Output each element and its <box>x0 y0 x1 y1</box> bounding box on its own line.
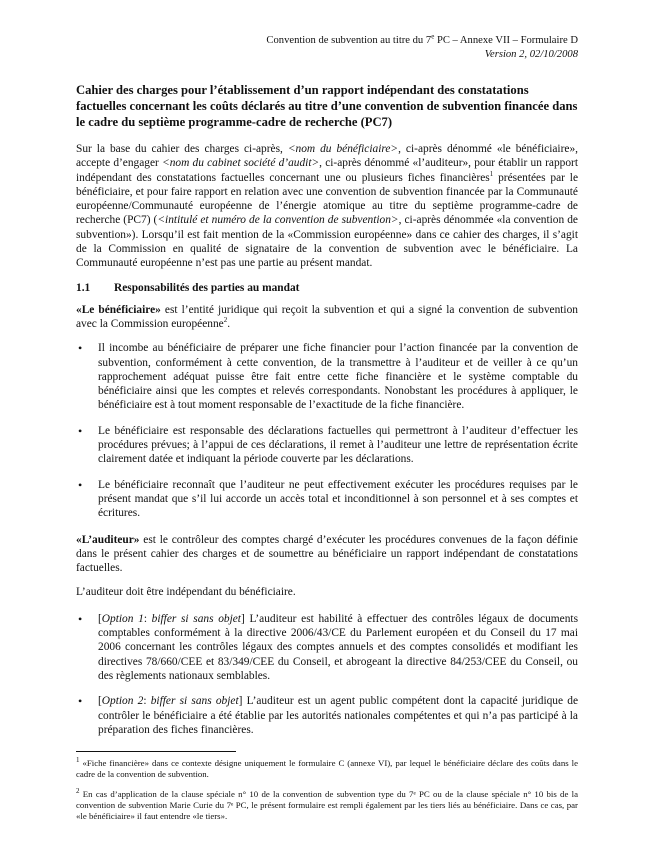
bullet-icon: • <box>78 423 83 438</box>
option-note: biffer si sans objet <box>150 695 239 708</box>
beneficiary-responsibilities-list <box>76 341 578 520</box>
section-number: 1.1 <box>76 281 91 294</box>
option-bracket: ] <box>238 695 243 708</box>
list-item <box>76 424 578 467</box>
intro-text: présentées par le bénéficiaire, et pour faire rapport en relation avec une convention de subvention financée par la Communauté européenne/Communauté européenne de l’énergie atomique au titre du septième programme-cadre de recherche (PC7) ( <box>76 171 578 227</box>
option-bracket: ] <box>240 612 245 625</box>
intro-text: , ci-après dénommé «le bénéficiaire», accepte d’engager <box>76 143 578 170</box>
auditor-options-list <box>76 612 578 737</box>
header-text: Convention de subvention au titre du 7 <box>266 35 432 46</box>
option-sep: : <box>143 612 152 625</box>
definition-text: est le contrôleur des comptes chargé d’exécuter les procédures convenues de la façon définie dans le présent cahier des charges et de soumettre au bénéficiaire un rapport indépendant de constatations factuelles. <box>76 533 578 575</box>
option-sep: : <box>143 695 151 708</box>
option-item <box>76 694 578 737</box>
definition-text: est l’entité juridique qui reçoit la subvention et qui a signé la convention de subvention avec la Commission européenne <box>76 303 578 330</box>
term-beneficiary: «Le bénéficiaire» <box>76 303 161 316</box>
footnote-text: En cas d’application de la clause spéciale n° 10 de la convention de subvention type du 7ᵉ PC ou de la clause spéciale n° 10 bis de la convention de subvention Marie Curie du 7ᵉ PC, le présent formulaire est rempli également par les tiers liés au bénéficiaire. Dans ce cas, par «le bénéficiaire» il faut entendre «le tiers». <box>76 788 578 821</box>
option-label: Option 1 <box>101 612 144 625</box>
page-header <box>76 34 578 62</box>
auditor-definition <box>76 533 578 576</box>
bullet-icon: • <box>78 477 83 492</box>
beneficiary-definition <box>76 303 578 332</box>
list-item <box>76 478 578 521</box>
footnote-text: «Fiche financière» dans ce contexte désigne uniquement le formulaire C (annexe VI), par lequel le bénéficiaire déclare des coûts dans le cadre de la convention de subvention. <box>76 758 578 780</box>
list-item-text: Il incombe au bénéficiaire de préparer une fiche financier pour l’action financée par la convention de subvention, conformément à cette convention, de la transmettre à l’auditeur et de veiller à ce qu’un rapprochement adéquat puisse être fait entre cette fiche financière et le système comptable du bénéficiaire ainsi que les comptes et relevés correspondants. Nonobstant les procédures à appliquer, le bénéficiaire est à tout moment responsable de l’exactitude de la fiche financière. <box>98 342 578 412</box>
header-line-1 <box>76 34 578 48</box>
intro-text: , ci-après dénommée «la convention de subvention»). Lorsqu’il est fait mention de la «Commission européenne» dans ce cahier des charges, il s’agit de la Commission en qualité de signataire de la convention de subvention avec le bénéficiaire. La Communauté européenne n’est pas une partie au présent mandat. <box>76 214 578 270</box>
document-title: Cahier des charges pour l’établissement d’un rapport indépendant des constatations factuelles concernant les coûts déclarés au titre d’une convention de subvention financée dans le cadre du septième programme-cadre de recherche (PC7) <box>76 83 578 129</box>
section-title: Responsabilités des parties au mandat <box>114 281 300 294</box>
bullet-icon: • <box>78 611 83 626</box>
list-item-text: Le bénéficiaire reconnaît que l’auditeur ne peut effectivement exécuter les procédures requises par le présent mandat que s’il lui accorde un accès total et inconditionnel à son personnel et à ses comptes et écritures. <box>98 478 578 520</box>
section-heading <box>76 281 578 295</box>
option-bracket: [ <box>98 612 102 625</box>
option-text: L’auditeur est un agent public compétent dont la capacité juridique de contrôler le bénéficiaire a été établie par les autorités nationales compétentes et qui n’a pas participé à la préparation des fiches financières. <box>98 695 579 736</box>
intro-text: , ci-après dénommé «l’auditeur», pour établir un rapport indépendant des constatations factuelles concernant une ou plusieurs fiches financières <box>76 157 578 184</box>
footnote-ref-2[interactable]: 2 <box>223 316 228 325</box>
intro-text: Sur la base du cahier des charges ci-après, <box>76 143 288 155</box>
bullet-icon: • <box>78 341 83 356</box>
footnote-1 <box>76 758 578 780</box>
option-bracket: [ <box>98 695 102 708</box>
definition-end: . <box>227 317 231 330</box>
footnote-divider <box>76 751 236 752</box>
header-text-end: PC – Annexe VII – Formulaire D <box>434 35 578 46</box>
footnote-number: 1 <box>76 756 80 765</box>
option-item <box>76 612 578 683</box>
header-sup: e <box>431 32 435 41</box>
footnote-number: 2 <box>76 786 80 795</box>
option-label: Option 2 <box>101 695 144 708</box>
footnote-2 <box>76 786 578 823</box>
bullet-icon: • <box>78 694 83 709</box>
placeholder-agreement: <intitulé et numéro de la convention de subvention> <box>157 214 399 227</box>
option-note: biffer si sans objet <box>151 612 241 625</box>
term-auditor: «L’auditeur» <box>76 533 140 546</box>
list-item-text: Le bénéficiaire est responsable des déclarations factuelles qui permettront à l’auditeur d’effectuer les procédures prévues; à l’appui de ces déclarations, il remet à l’auditeur une lettre de représentation écrite clairement datée et indiquant la période couverte par les déclarations. <box>98 424 578 466</box>
list-item <box>76 341 578 412</box>
option-text: L’auditeur est habilité à effectuer des contrôles légaux de documents comptables conformément à la directive 2006/43/CE du Parlement européen et du Conseil du 17 mai 2006 concernant les contrôles légaux des comptes annuels et des comptes consolidés et modifiant les directives 78/660/CEE et 83/349/CEE du Conseil, et abrogeant la directive 84/253/CEE du Conseil, ou des règlements nationaux semblables. <box>98 612 579 682</box>
placeholder-audit-firm: <nom du cabinet société d’audit> <box>162 157 320 170</box>
intro-paragraph <box>76 142 578 271</box>
independence-statement: L’auditeur doit être indépendant du bénéficiaire. <box>76 586 296 599</box>
header-version: Version 2, 02/10/2008 <box>484 49 578 60</box>
footnote-ref-1[interactable]: 1 <box>489 169 494 178</box>
placeholder-beneficiary: <nom du bénéficiaire> <box>287 143 399 155</box>
